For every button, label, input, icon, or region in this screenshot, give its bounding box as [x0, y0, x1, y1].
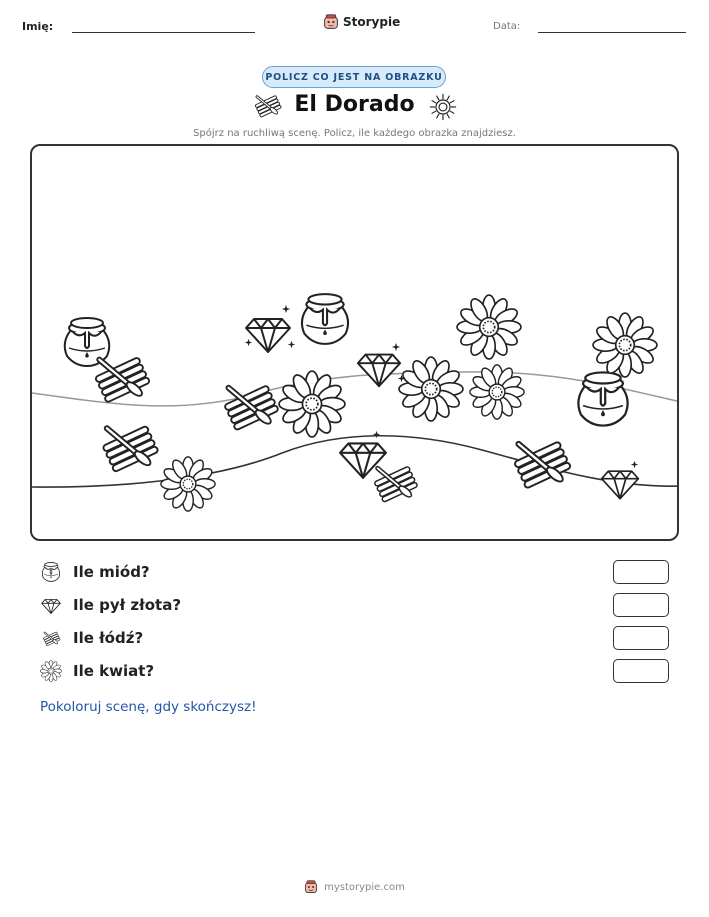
- answer-box[interactable]: [613, 560, 669, 584]
- diamond-icon: [40, 594, 62, 616]
- question-boat: [40, 627, 680, 653]
- question-text: Ile łódź?: [73, 629, 144, 647]
- coloring-note: Pokoloruj scenę, gdy skończysz!: [40, 699, 257, 715]
- instructions: Spójrz na ruchliwą scenę. Policz, ile każdego obrazka znajdziesz.: [193, 128, 516, 139]
- answer-box[interactable]: [613, 593, 669, 617]
- raft-icon: [40, 627, 62, 649]
- flower-icon: [40, 660, 62, 682]
- scene-illustration: [32, 146, 679, 541]
- footer: [0, 880, 709, 894]
- date-line[interactable]: [538, 32, 686, 33]
- flower: [457, 295, 521, 359]
- diamond: [340, 443, 386, 477]
- raft: [374, 465, 418, 503]
- counting-scene: [30, 144, 679, 541]
- honey-pot-icon: [40, 561, 62, 583]
- honey-pot: [302, 294, 348, 344]
- answer-box[interactable]: [613, 659, 669, 683]
- name-label: Imię:: [22, 20, 54, 33]
- raft: [514, 439, 571, 488]
- brand-name: Storypie: [343, 15, 401, 29]
- page-title: El Dorado: [294, 92, 415, 117]
- answer-box[interactable]: [613, 626, 669, 650]
- diamond: [602, 471, 639, 499]
- diamond: [358, 355, 400, 387]
- question-text: Ile miód?: [73, 563, 150, 581]
- honey-pot: [578, 372, 627, 425]
- question-honey: [40, 561, 680, 587]
- flower: [399, 357, 463, 421]
- question-text: Ile kwiat?: [73, 662, 155, 680]
- name-line[interactable]: [72, 32, 255, 33]
- raft: [95, 355, 150, 403]
- mascot-icon: [304, 880, 318, 894]
- footer-url[interactable]: mystorypie.com: [324, 881, 405, 893]
- flower: [593, 313, 657, 377]
- question-text: Ile pył złota?: [73, 596, 182, 614]
- diamond: [246, 319, 290, 352]
- question-gold-dust: [40, 594, 680, 620]
- question-flower: [40, 660, 680, 686]
- date-label: Data:: [493, 21, 521, 32]
- flower: [279, 371, 345, 437]
- sun-icon: [429, 93, 457, 121]
- activity-badge: POLICZ CO JEST NA OBRAZKU: [262, 66, 446, 88]
- brand-logo: [323, 14, 400, 30]
- flower: [161, 457, 215, 511]
- raft: [102, 424, 158, 472]
- mascot-icon: [323, 14, 339, 30]
